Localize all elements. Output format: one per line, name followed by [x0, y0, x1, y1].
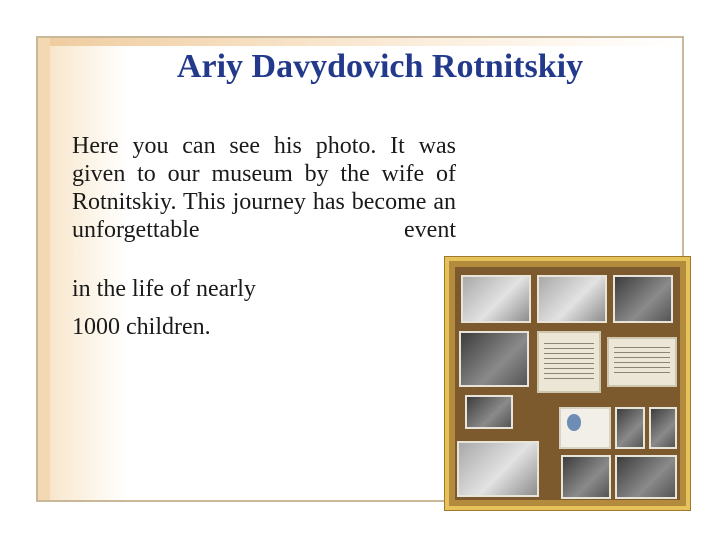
display-photo-4 [459, 331, 529, 387]
decorative-left-band [38, 38, 50, 500]
decorative-top-band [50, 38, 682, 46]
display-photo-9 [561, 455, 611, 499]
display-photo-3 [613, 275, 673, 323]
display-photo-10 [615, 455, 677, 499]
museum-display-photo [445, 257, 690, 510]
display-photo-2 [537, 275, 607, 323]
slide-title: Ariy Davydovich Rotnitskiy [176, 48, 584, 85]
display-document-1 [537, 331, 601, 393]
display-document-2 [607, 337, 677, 387]
body-paragraph: Here you can see his photo. It was given to our museum by the wife of Rotnitskiy. This journey has become an unforgettable event [72, 133, 456, 243]
body-line-2: in the life of nearly [72, 276, 256, 302]
display-photo-1 [461, 275, 531, 323]
display-photo-5 [465, 395, 513, 429]
display-photo-7 [649, 407, 677, 449]
display-board [455, 267, 680, 500]
display-photo-8 [457, 441, 539, 497]
display-card [559, 407, 611, 449]
display-photo-6 [615, 407, 645, 449]
body-line-3: 1000 children. [72, 314, 211, 340]
